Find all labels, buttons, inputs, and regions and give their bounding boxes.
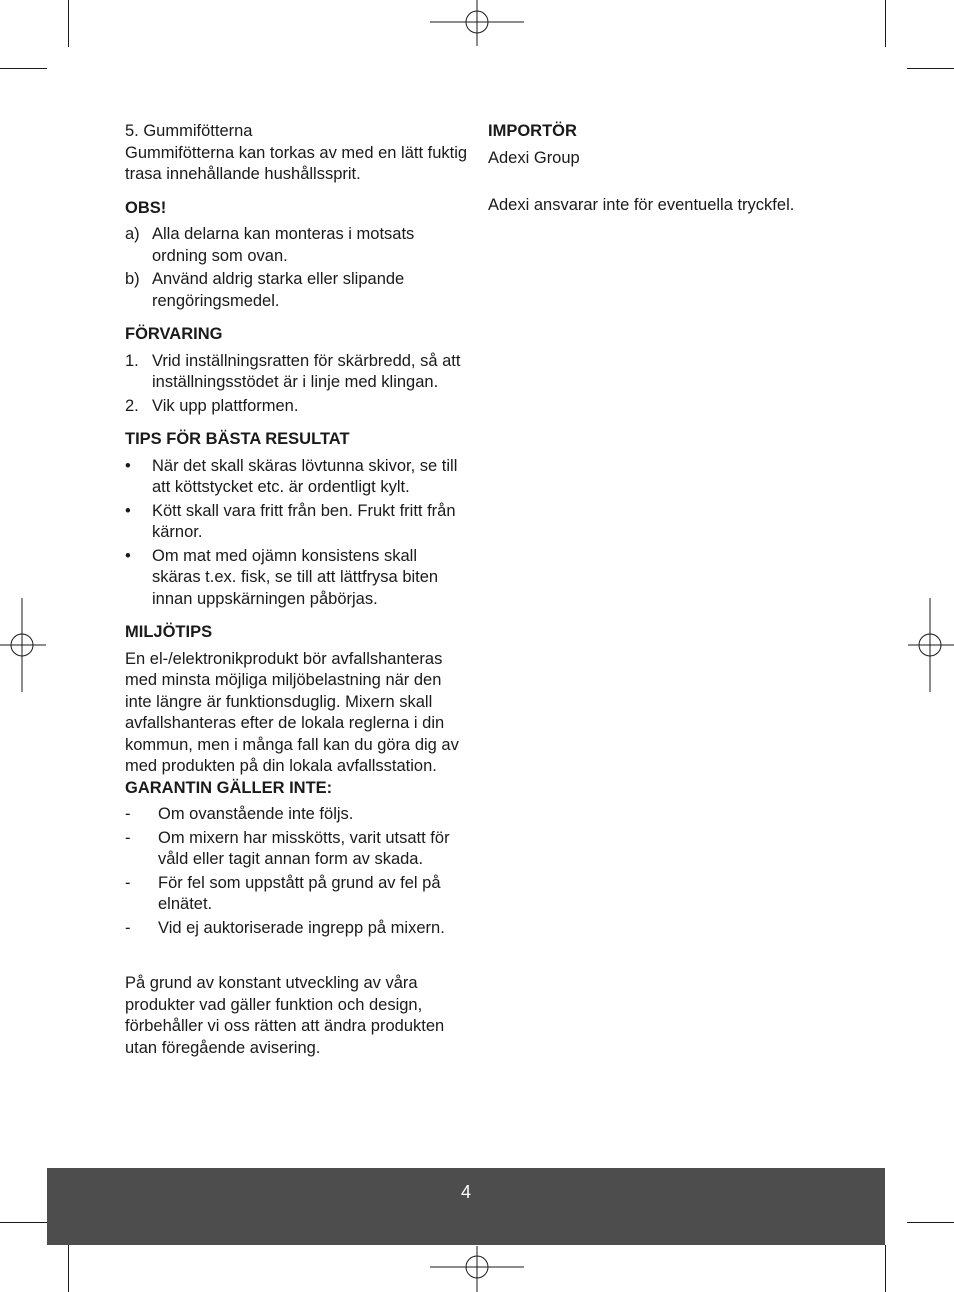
list-marker: 1. [125,351,139,370]
forvaring-heading: FÖRVARING [125,325,223,343]
list-item-text: Vrid inställningsratten för skärbredd, så att inställningsstödet är i linje med klingan. [152,351,461,391]
list-item-text: Vik upp plattformen. [152,396,299,415]
importor-name: Adexi Group [488,148,580,167]
bullet-marker: • [125,546,131,565]
section-subtitle: 5. Gummifötterna [125,122,253,140]
list-item [125,269,470,312]
list-item-text: Om mixern har misskötts, varit utsatt för våld eller tagit annan form av skada. [158,828,450,868]
list-item-text: När det skall skäras lövtunna skivor, se till att köttstycket etc. är ordentligt kylt. [152,456,458,496]
bullet-marker: • [125,456,131,475]
list-item-text: Använd aldrig starka eller slipande rengöringsmedel. [152,270,405,310]
list-item [125,546,470,611]
list-item [125,828,470,871]
obs-heading: OBS! [125,198,167,217]
importor-heading: IMPORTÖR [488,122,577,140]
registration-mark-icon [430,1246,524,1292]
crop-mark [0,68,47,69]
crop-mark [885,0,886,47]
obs-list [125,224,470,312]
list-marker: b) [125,270,140,288]
list-item [125,804,470,826]
list-marker: 2. [125,396,139,415]
section-text: Gummifötterna kan torkas av med en lätt fuktig trasa innehållande hushållssprit. [125,143,468,183]
garanti-heading: GARANTIN GÄLLER INTE: [125,778,333,797]
registration-mark-icon [430,0,524,46]
bullet-marker: • [125,501,131,520]
list-item [125,396,470,418]
crop-mark [907,1222,954,1223]
dash-marker: - [125,828,131,847]
page-number: 4 [460,1182,471,1202]
list-marker: a) [125,225,140,243]
miljotips-text: En el-/elektronikprodukt bör avfallshanteras med minsta möjliga miljöbelastning när den inte längre är funktionsduglig. Mixern skall avfallshanteras efter de lokala reglerna i din kommun, men i många fall kan du göra dig av med produkten på din lokala avfallsstation. [125,649,459,775]
crop-mark [907,68,954,69]
miljotips-heading: MILJÖTIPS [125,623,213,641]
list-item-text: Kött skall vara fritt från ben. Frukt fritt från kärnor. [152,501,456,541]
tips-heading: TIPS FÖR BÄSTA RESULTAT [125,430,350,448]
list-item [125,224,470,267]
list-item-text: Om mat med ojämn konsistens skall skäras t.ex. fisk, se till att lättfrysa biten innan uppskärningen påbörjas. [152,546,439,608]
disclaimer-text: Adexi ansvarar inte för eventuella tryckfel. [488,196,795,214]
list-item-text: För fel som uppstått på grund av fel på elnätet. [158,873,441,913]
list-item-text: Om ovanstående inte följs. [158,805,354,823]
garanti-list [125,804,470,939]
crop-mark [68,1245,69,1292]
crop-mark [885,1245,886,1292]
list-item [125,351,470,394]
page-footer [47,1168,885,1245]
right-column [488,121,848,217]
list-item [125,918,470,940]
crop-mark [68,0,69,47]
tips-list [125,456,470,611]
list-item-text: Alla delarna kan monteras i motsats ordning som ovan. [152,225,415,265]
dash-marker: - [125,873,131,892]
list-item [125,873,470,916]
crop-mark [0,1222,47,1223]
section-cleaning-feet [125,121,470,186]
forvaring-list [125,351,470,418]
registration-mark-icon [0,598,46,692]
dash-marker: - [125,918,131,937]
registration-mark-icon [908,598,954,692]
closing-text: På grund av konstant utveckling av våra produkter vad gäller funktion och design, förbehåller vi oss rätten att ändra produkten utan föregående avisering. [125,974,445,1057]
dash-marker: - [125,805,131,823]
left-column [125,121,470,1059]
list-item [125,501,470,544]
list-item [125,456,470,499]
list-item-text: Vid ej auktoriserade ingrepp på mixern. [158,918,445,937]
